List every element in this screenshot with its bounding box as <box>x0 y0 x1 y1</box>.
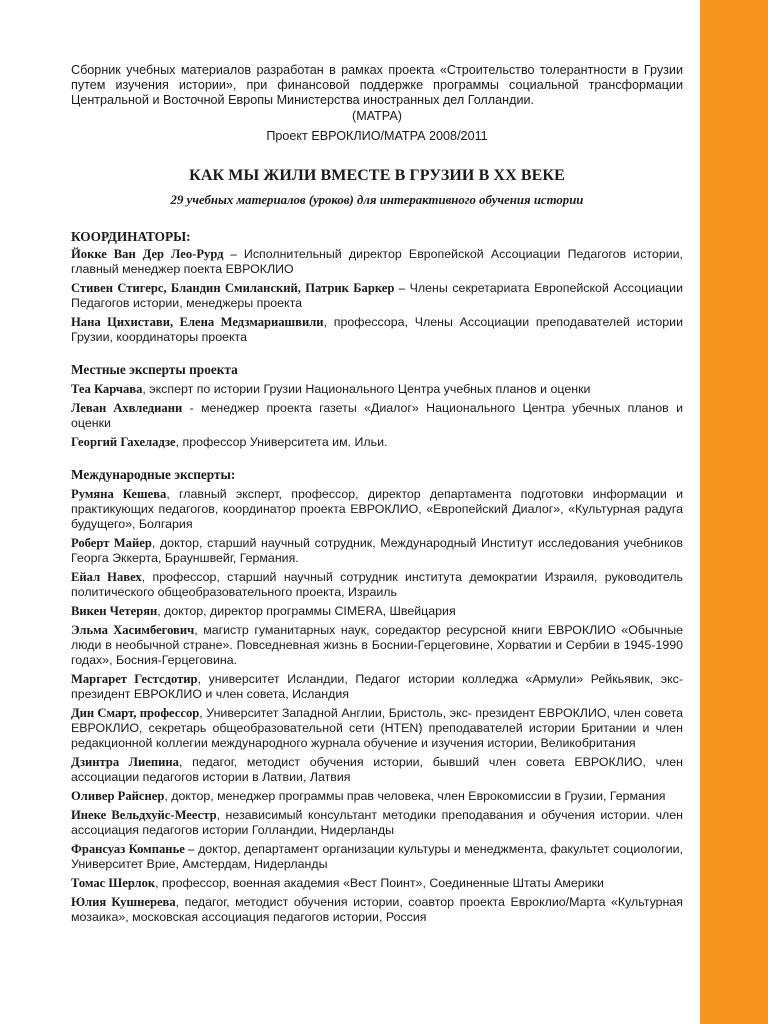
person-entry <box>71 789 683 804</box>
person-description: доктор, департамент организации культуры и менеджмента, факультет социологии, Университет Врие, Амстердам, Нидерланды <box>71 842 684 871</box>
person-name: Леван Ахвледиани <box>71 401 183 415</box>
person-entry <box>71 487 683 532</box>
project-label: Проект ЕВРОКЛИО/МАТРА 2008/2011 <box>266 129 488 143</box>
person-entry <box>71 536 683 566</box>
person-entry <box>71 808 683 838</box>
person-description: Члены секретариата Европейской Ассоциации Педагогов истории, менеджеры проекта <box>71 281 683 310</box>
person-description: , педагог, методист обучения истории, бывший член совета ЕВРОКЛИО, член ассоциации педагогов истории в Латвии, Латвия <box>71 755 683 784</box>
person-name: Маргарет Гестсдотир <box>71 672 198 686</box>
local-experts-list <box>71 382 683 450</box>
person-name: Роберт Майер <box>71 536 152 550</box>
person-description: , эксперт по истории Грузии Национального Центра учебных планов и оценки <box>142 382 591 396</box>
person-name: Дзинтра Лиепина <box>71 755 179 769</box>
person-name: Стивен Стигерс, Бландин Смиланский, Патрик Баркер – <box>71 281 405 295</box>
person-description: , профессор, старший научный сотрудник института демократии Израиля, руководитель политического общеобразовательного проекта, Израиль <box>71 570 684 599</box>
person-name: Нана Цихистави, Елена Медзмариашвили <box>71 315 324 329</box>
person-name: Йокке Ван Дер Лео-Рурд – <box>71 247 237 261</box>
person-entry <box>71 755 683 785</box>
person-description: , профессора, Члены Ассоциации преподавателей истории Грузии, координаторы проекта <box>71 315 683 344</box>
person-name: Оливер Райснер <box>71 789 165 803</box>
person-description: , педагог, методист обучения истории, соавтор проекта Евроклио/Марта «Культурная мозаика», московская ассоциация педагогов истории, Россия <box>71 895 683 924</box>
person-entry <box>71 706 683 751</box>
person-entry <box>71 435 683 450</box>
person-entry <box>71 315 683 345</box>
person-description: , профессор, военная академия «Вест Поинт», Соединенные Штаты Америки <box>155 876 604 890</box>
intl-experts-heading: Международные эксперты: <box>71 467 236 482</box>
coordinators-heading: КООРДИНАТОРЫ: <box>71 229 191 244</box>
matra-label: (МАТРА) <box>352 109 402 123</box>
person-entry <box>71 876 683 891</box>
person-name: Инеке Вельдхуйс-Меестр <box>71 808 217 822</box>
document-page <box>71 63 683 929</box>
person-description: , Университет Западной Англии, Бристоль, экс- президент ЕВРОКЛИО, член совета ЕВРОКЛИО, секретарь общеобразовательной сети (HTEN) преподавателей истории Британии и член редакционной коллегии международного журнала обучение и изучения истории, Великобритания <box>71 706 684 750</box>
person-entry <box>71 570 683 600</box>
person-name: Томас Шерлок <box>71 876 156 890</box>
person-entry <box>71 623 683 668</box>
person-description: , главный эксперт, профессор, директор департамента подготовки информации и практикующих педагогов, координатор проекта ЕВРОКЛИО, «Европейский Диалог», «Культурная радуга будущего», Болгария <box>71 487 683 531</box>
person-name: Юлия Кушнерева <box>71 895 176 909</box>
person-name: Теа Карчава <box>71 382 143 396</box>
person-entry <box>71 247 683 277</box>
orange-margin-bar <box>700 0 768 1024</box>
person-description: - менеджер проекта газеты «Диалог» Национального Центра убечных планов и оценки <box>71 401 683 430</box>
person-name: Франсуаз Компанье – <box>71 842 195 856</box>
person-description: Исполнительный директор Европейской Ассоциации Педагогов истории, главный менеджер поекта ЕВРОКЛИО <box>71 247 683 276</box>
person-description: , доктор, старший научный сотрудник, Международный Институт исследования учебников Георга Эккерта, Брауншвейг, Германия. <box>71 536 684 565</box>
person-entry <box>71 281 683 311</box>
intl-experts-list <box>71 487 683 925</box>
document-subtitle: 29 учебных материалов (уроков) для интерактивного обучения истории <box>170 193 584 207</box>
person-entry <box>71 401 683 431</box>
person-description: , профессор Университета им. Ильи. <box>175 435 388 449</box>
intro-paragraph: Сборник учебных материалов разработан в рамках проекта «Строительство толерантности в Грузии путем изучения истории», при финансовой поддержке программы социальной трансформации Центральной и Восточной Европы Министерства иностранных дел Голландии. <box>71 63 683 107</box>
person-entry <box>71 842 683 872</box>
person-name: Викен Четерян <box>71 604 158 618</box>
person-description: , доктор, директор программы CIMERA, Швейцария <box>157 604 456 618</box>
person-name: Георгий Гахеладзе <box>71 435 176 449</box>
person-name: Эльма Хасимбегович <box>71 623 195 637</box>
person-description: , независимый консультант методики преподавания и обучения истории. член ассоциация педагогов истории Голландии, Нидерланды <box>71 808 683 837</box>
document-title: КАК МЫ ЖИЛИ ВМЕСТЕ В ГРУЗИИ В ХХ ВЕКЕ <box>189 167 565 184</box>
person-entry <box>71 382 683 397</box>
person-entry <box>71 672 683 702</box>
person-description: , университет Исландии, Педагог истории колледжа «Армули» Рейкьявик, экс-президент ЕВРОКЛИО и член совета, Исландия <box>71 672 683 701</box>
coordinators-list <box>71 247 683 345</box>
person-description: , магистр гуманитарных наук, соредактор ресурсной книги ЕВРОКЛИО «Обычные люди в необычной стране». Повседневная жизнь в Боснии-Герцеговине, Хорватии и Сербии в 1945-1990 годах», Босния-Герцеговина. <box>71 623 683 667</box>
person-name: Румяна Кешева <box>71 487 167 501</box>
person-name: Ейал Навех <box>71 570 142 584</box>
person-description: , доктор, менеджер программы прав человека, член Еврокомиссии в Грузии, Германия <box>164 789 666 803</box>
person-entry <box>71 895 683 925</box>
person-entry <box>71 604 683 619</box>
local-experts-heading: Местные эксперты проекта <box>71 362 238 377</box>
person-name: Дин Смарт, профессор <box>71 706 200 720</box>
